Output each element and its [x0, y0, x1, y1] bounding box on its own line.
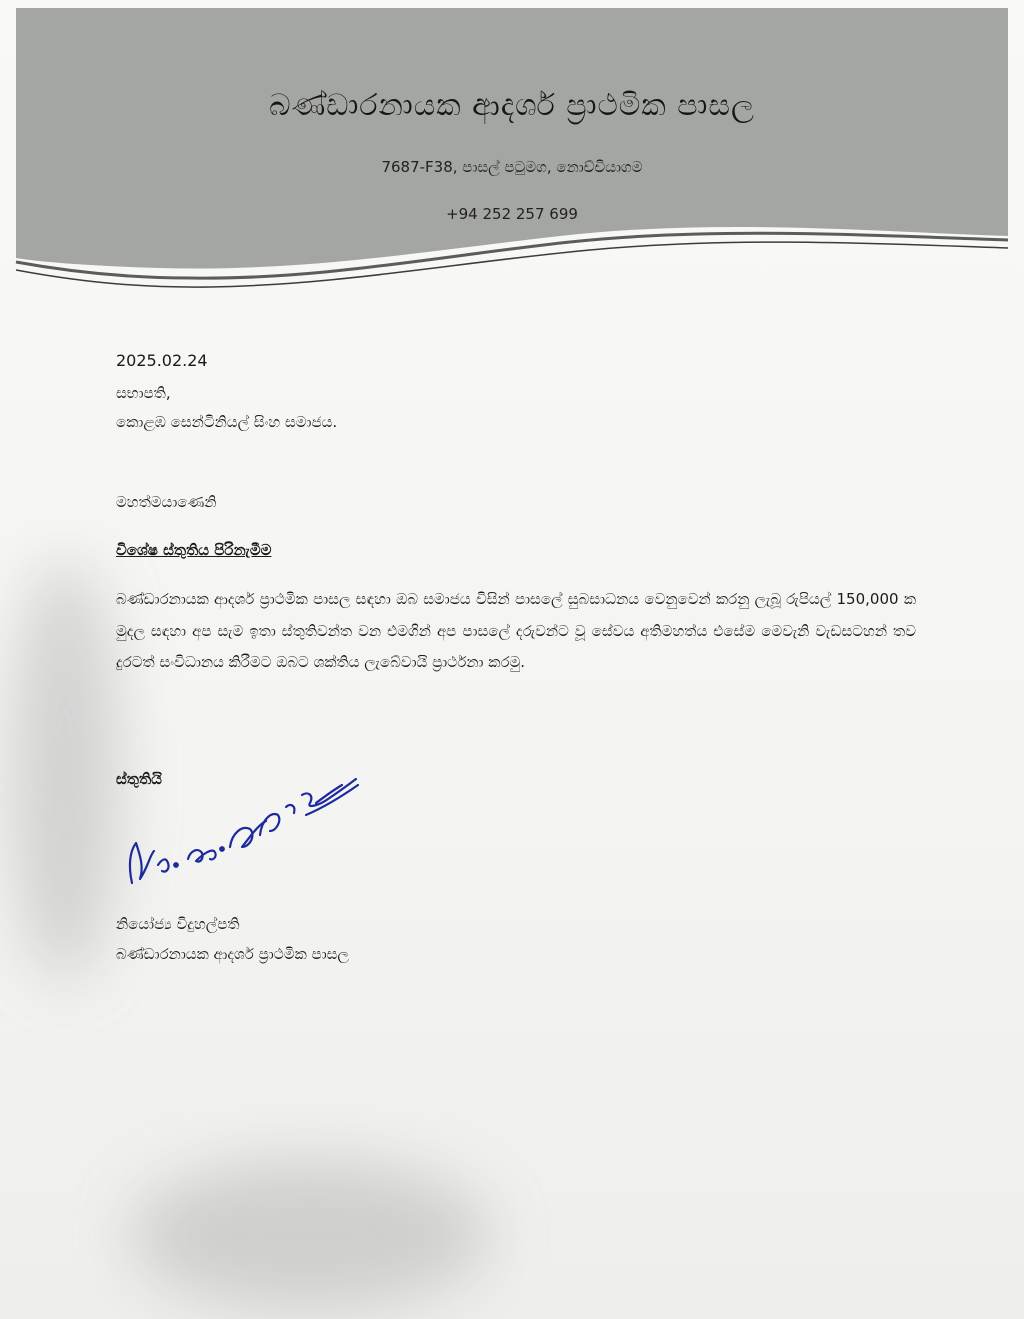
letterhead-band — [0, 0, 1024, 300]
letter-subject: විශේෂ ස්තුතිය පිරිනැමීම — [116, 541, 272, 559]
school-phone: +94 252 257 699 — [446, 205, 578, 223]
recipient-title: සභාපති, — [116, 384, 171, 402]
signature-dot — [174, 863, 178, 867]
handwritten-signature — [110, 755, 360, 905]
signature-stroke — [158, 859, 169, 871]
signature-stroke — [260, 814, 279, 835]
signature-stroke — [306, 785, 358, 815]
signer-organization: බණ්ඩාරනායක ආදර්ශ ප්‍රාථමික පාසල — [116, 945, 349, 963]
letterhead-band-shape — [16, 8, 1008, 269]
school-name: බණ්ඩාරනායක ආදර්ශ ප්‍රාථමික පාසල — [269, 88, 755, 123]
signature-dot — [220, 847, 224, 851]
closing: ස්තුතියි — [116, 770, 162, 788]
school-address: 7687-F38, පාසල් පටුමග, නොච්චියාගම — [381, 158, 643, 176]
signature-stroke — [316, 785, 342, 803]
signature-stroke — [130, 843, 154, 883]
letter-date: 2025.02.24 — [116, 351, 208, 370]
signature-stroke — [188, 850, 216, 861]
salutation: මහත්මයාණෙනි — [116, 493, 217, 511]
scan-smudge — [130, 1160, 490, 1310]
scan-smudge — [10, 560, 120, 980]
recipient-organization: කොළඹ සෙන්ටිනියල් සිංහ සමාජය. — [116, 413, 338, 431]
letter-body: බණ්ඩාරනායක ආදර්ශ ප්‍රාථමික පාසල සඳහා ඔබ සමාජය විසින් පාසලේ සුබසාධනය වෙනුවෙන් කරනු ලැබූ රුපියල් 150,000 ක මුදල සඳහා අප සැම ඉතා ස්තුතිවන්ත වන එමගින් අප පාසලේ දරුවන්ට වූ සේවය අතිමහත්ය එසේම මෙවැනි වැඩසටහන් තව දුරටත් සංවිධානය කිරීමට ඔබට ශක්තිය ලැබේවායි ප්‍රාර්ථනා කරමු. — [116, 590, 916, 671]
signature-stroke — [286, 805, 294, 813]
signer-title: නියෝජ්‍ය විදුහල්පති — [116, 915, 240, 933]
